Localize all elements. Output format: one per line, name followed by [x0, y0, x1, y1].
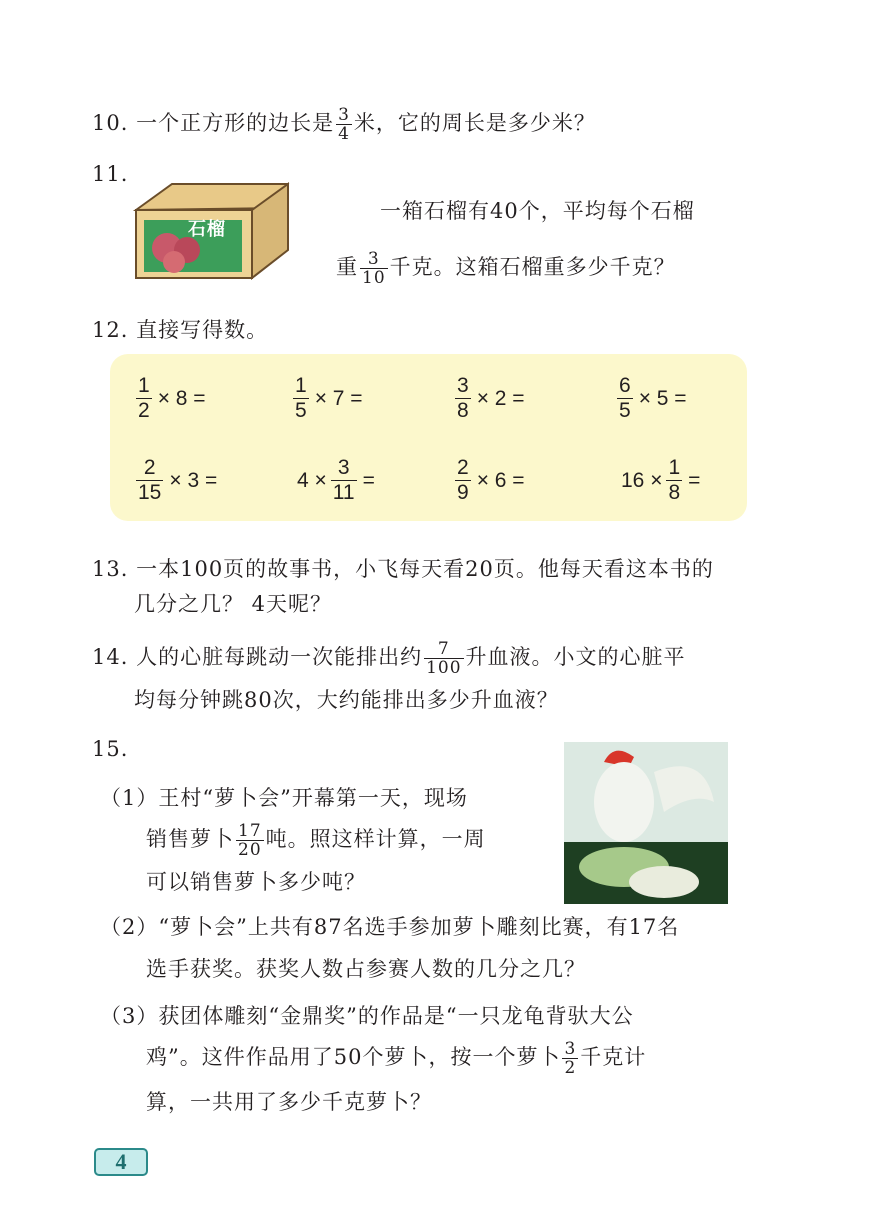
- q11-fraction: $\frac{3}{10}$: [362, 249, 386, 288]
- q10-fraction: $\frac{3}{4}$: [338, 105, 350, 144]
- q13-line-1: 13. 一本100页的故事书，小飞每天看20页。他每天看这本书的: [92, 557, 714, 581]
- q15-2-line-1: （2）“萝卜会”上共有87名选手参加萝卜雕刻比赛，有17名: [100, 915, 680, 939]
- box-label: 石榴: [188, 219, 226, 240]
- calc-item: $\frac{1}{2}$ × 8 =: [138, 374, 206, 422]
- q12-title: 12. 直接写得数。: [92, 318, 269, 342]
- q15-3-line-2: 鸡”。这件作品用了50个萝卜，按一个萝卜 $\frac{3}{2}$ 千克计: [146, 1039, 647, 1078]
- q15-3-line-3: 算，一共用了多少千克萝卜？: [146, 1090, 432, 1114]
- radish-carving-image: [564, 742, 728, 904]
- q15-1-line-3: 可以销售萝卜多少吨？: [146, 870, 366, 894]
- question-10: [92, 106, 596, 143]
- calc-item: $\frac{6}{5}$ × 5 =: [619, 374, 687, 422]
- q10-text-b: 米，它的周长是多少米？: [353, 111, 596, 135]
- q15-1-line-1: （1）王村“萝卜会”开幕第一天，现场: [100, 786, 468, 810]
- calc-item: $\frac{3}{8}$ × 2 =: [457, 374, 525, 422]
- q10-text-a: 一个正方形的边长是: [136, 111, 335, 135]
- q15-1-line-2: 销售萝卜 $\frac{17}{20}$ 吨。照这样计算，一周: [146, 821, 486, 860]
- q15-2-line-2: 选手获奖。获奖人数占参赛人数的几分之几？: [146, 957, 586, 981]
- calc-item: $\frac{1}{5}$ × 7 =: [295, 374, 363, 422]
- page-number: 4: [94, 1148, 148, 1176]
- q11-line-1: 一箱石榴有40个，平均每个石榴: [380, 199, 695, 223]
- q15-number: 15.: [92, 737, 129, 761]
- q14-line-2: 均每分钟跳80次，大约能排出多少升血液？: [134, 688, 559, 712]
- q14-fraction: $\frac{7}{100}$: [426, 639, 462, 678]
- q14-line-1: 14. 人的心脏每跳动一次能排出约 $\frac{7}{100}$ 升血液。小文的心脏平: [92, 639, 686, 678]
- calc-item: $\frac{2}{15}$ × 3 =: [138, 456, 218, 504]
- calc-item: 4 × $\frac{3}{11}$ =: [297, 456, 375, 504]
- calc-item: $\frac{2}{9}$ × 6 =: [457, 456, 525, 504]
- q11-line-2: 重 $\frac{3}{10}$ 千克。这箱石榴重多少千克？: [336, 249, 676, 288]
- q11-number: 11.: [92, 162, 129, 186]
- calc-item: 16 × $\frac{1}{8}$ =: [621, 456, 701, 504]
- q13-line-2: 几分之几？ 4天呢？: [134, 592, 333, 616]
- q15-3-line-1: （3）获团体雕刻“金鼎奖”的作品是“一只龙龟背驮大公: [100, 1004, 634, 1028]
- q10-number: 10.: [92, 111, 129, 135]
